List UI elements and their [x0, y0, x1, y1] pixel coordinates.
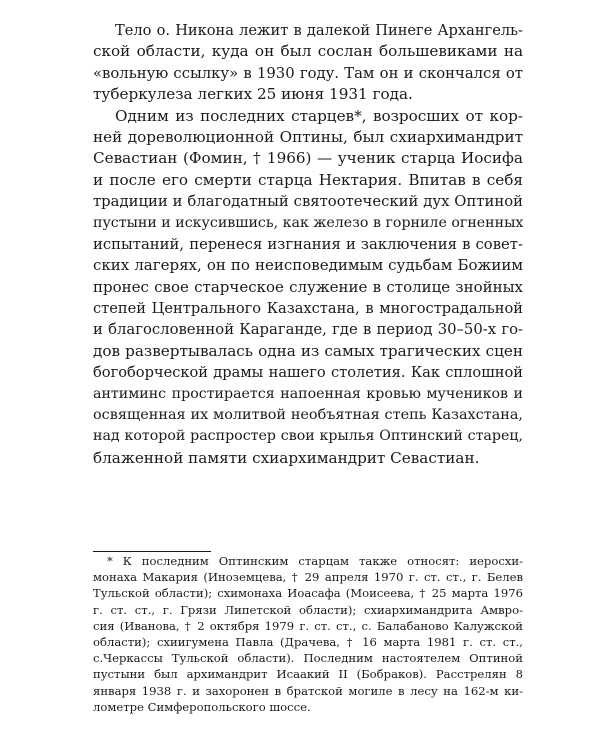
main-text — [93, 20, 523, 469]
footnote-line: монаха Макария (Иноземцева, † 29 апреля 1970 г. ст. ст., г. Белев — [93, 570, 523, 585]
text-line: богоборческой драмы нашего столетия. Как сплошной — [93, 364, 523, 382]
text-line: Севастиан (Фомин, † 1966) — ученик старца Иосифа — [93, 149, 523, 168]
footnote-line: г. ст. ст., г. Грязи Липетской области); схиархимандрита Амвро- — [93, 602, 523, 617]
text-line: дов развертывалась одна из самых трагических сцен — [93, 341, 523, 360]
text-line: и после его смерти старца Нектария. Впитав в себя — [93, 170, 523, 189]
text-line: испытаний, перенеся изгнания и заключения в совет- — [93, 235, 523, 253]
text-line: пустыни и искусившись, как железо в горниле огненных — [93, 214, 524, 231]
text-line: традиции и благодатный святоотеческий дух Оптиной — [93, 193, 523, 211]
text-line: «вольную ссылку» в 1930 году. Там он и скончался от — [93, 64, 523, 82]
footnote-line: * К последним Оптинским старцам также относят: иеросхи- — [107, 554, 523, 568]
text-line: ской области, куда он был сослан большевиками на — [93, 42, 523, 61]
footnote-divider — [93, 551, 211, 552]
text-line: Одним из последних старцев*, возросших от кор- — [115, 106, 523, 125]
text-line: антиминс простирается напоенная кровью мучеников и — [93, 385, 523, 402]
text-line: степей Центрального Казахстана, в многострадальной — [93, 300, 523, 318]
text-line: ских лагерях, он по неисповедимым судьбам Божиим — [93, 256, 523, 275]
text-line: и благословенной Караганде, где в период 30–50-х го- — [93, 321, 523, 339]
text-line: Тело о. Никона лежит в далекой Пинеге Архангель- — [115, 22, 523, 39]
footnote-line: лометре Симферопольского шоссе. — [93, 699, 311, 714]
text-line: ней дореволюционной Оптины, был схиархимандрит — [93, 127, 523, 146]
footnote-line: Тульской области); схимонаха Иоасафа (Моисеева, † 25 марта 1976 — [93, 586, 523, 601]
footnote-line: области); схиигумена Павла (Драчева, † 16 марта 1981 г. ст. ст., — [93, 634, 523, 649]
text-line: пронес свое старческое служение в столице знойных — [93, 277, 523, 296]
text-line: туберкулеза легких 25 июня 1931 года. — [93, 85, 413, 104]
footnote-line: сия (Иванова, † 2 октября 1979 г. ст. ст., с. Балабаново Калужской — [93, 618, 523, 633]
footnote-line: пустыни был архимандрит Исаакий II (Бобраков). Расстрелян 8 — [93, 667, 523, 682]
footnote — [93, 553, 523, 715]
text-line: освященная их молитвой необъятная степь Казахстана, — [93, 407, 523, 424]
text-line: над которой распростер свои крылья Оптинский старец, — [93, 428, 523, 445]
footnote-line: января 1938 г. и захоронен в братской могиле в лесу на 162-м ки- — [93, 683, 523, 698]
text-line: блаженной памяти схиархимандрит Севастиан. — [93, 448, 480, 467]
footnote-line: с.Черкассы Тульской области). Последним настоятелем Оптиной — [93, 651, 523, 666]
